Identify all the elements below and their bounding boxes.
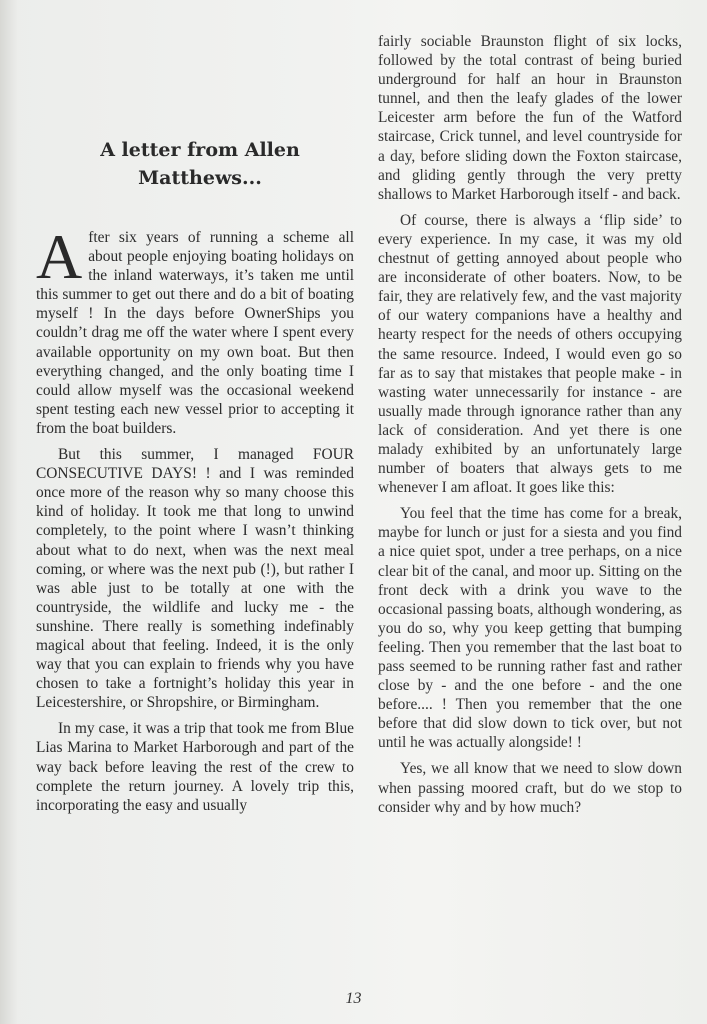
article-title: A letter from Allen Matthews... [100,139,300,189]
page-number: 13 [345,990,362,1007]
drop-cap: A [36,221,83,292]
left-column [36,136,354,822]
right-column [378,32,682,824]
article-paragraph: fairly sociable Braunston flight of six locks, followed by the total contrast of being buried underground for half an hour in Braunston tunnel, and then the leafy glades of the lower Leicester arm before the fun of the Watford staircase, Crick tunnel, and level countryside for a day, before sliding down the Foxton staircase, and gliding gently through the very pretty shallows to Market Harborough itself - and back. [378,33,682,203]
article-paragraph: You feel that the time has come for a break, maybe for lunch or just for a siesta and you find a nice quiet spot, under a tree perhaps, on a nice clear bit of the canal, and moor up. Sitting on the front deck with a drink you wave to the occasional passing boats, although wondering, as you do so, why you keep getting that bumping feeling. Then you remember that the last boat to pass seemed to be running rather fast and rather close by - and the one before - and the one before.... ! Then you remember that the one before that did slow down to tick over, but not until he was actually alongside! ! [378,505,682,752]
article-paragraph [36,221,354,438]
page-gutter-shadow [0,0,18,1024]
paragraph-text: fter six years of running a scheme all about people enjoying boating holidays on the inland waterways, it’s taken me until this summer to get out there and do a bit of boating myself ! In the days before OwnerShips you couldn’t drag me off the water where I spent every available opportunity on my own boat. But then everything changed, and the only boating time I could allow myself was the occasional weekend spent testing each new vessel prior to accepting it from the boat builders. [36,229,354,437]
article-paragraph: But this summer, I managed FOUR CONSECUTIVE DAYS! ! and I was reminded once more of the reason why so many choose this kind of holiday. It took me that long to unwind completely, to the point where I wasn’t thinking about what to do next, when was the next meal coming, or where was the next pub (!), but rather I was able just to be totally at one with the countryside, the wildlife and lucky me - the sunshine. There really is something indefinably magical about that feeling. Indeed, it is the only way that you can explain to friends why you have chosen to take a fortnight’s holiday this year in Leicestershire, or Shropshire, or Birmingham. [36,446,354,712]
article-paragraph: Of course, there is always a ‘flip side’ to every experience. In my case, it was my old chestnut of getting annoyed about people who are inconsiderate of other boaters. Now, to be fair, they are relatively few, and the vast majority of our watery companions have a healthy and hearty respect for the needs of others occupying the same resource. Indeed, I would even go so far as to say that mistakes that people make - in wasting water unnecessarily for instance - are usually made through ignorance rather than any lack of consideration. And yet there is one malady exhibited by an unfortunately large number of boaters that always gets to me whenever I am afloat. It goes like this: [378,211,682,497]
article-paragraph: In my case, it was a trip that took me from Blue Lias Marina to Market Harborough and part of the way back before leaving the rest of the crew to complete the return journey. A lovely trip this, incorporating the easy and usually [36,720,354,814]
article-paragraph: Yes, we all know that we need to slow down when passing moored craft, but do we stop to consider why and by how much? [378,760,682,816]
